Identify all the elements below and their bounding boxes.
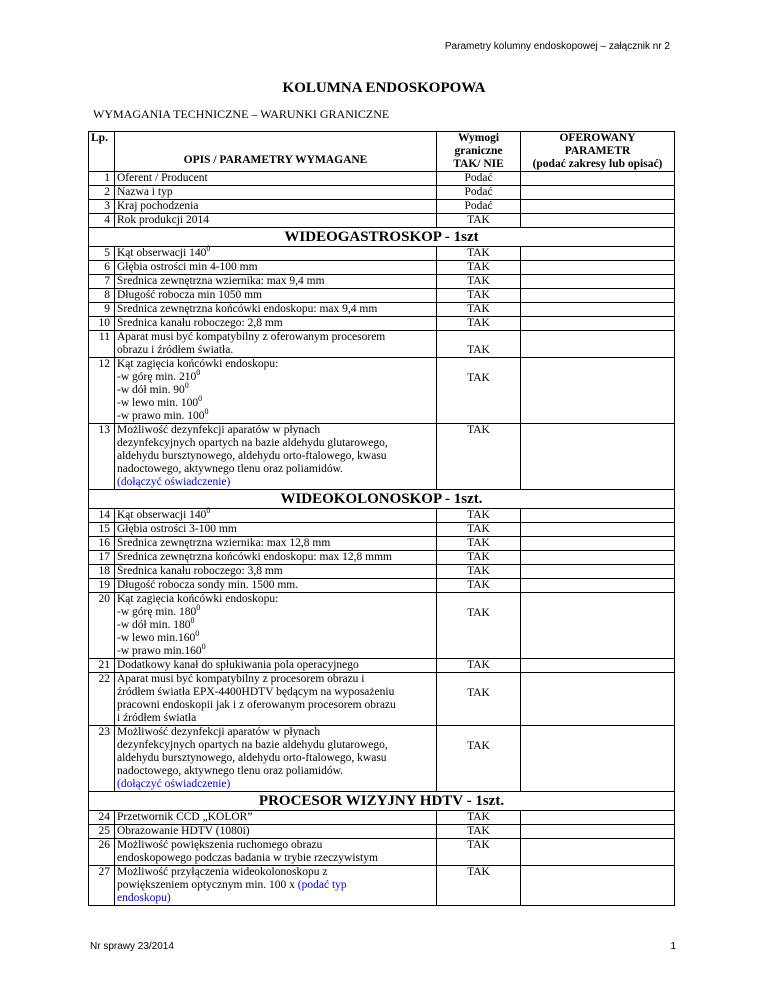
header-opis: OPIS / PARAMETRY WYMAGANE (115, 132, 437, 172)
specify-type-note: (podać typ (297, 879, 347, 891)
table-row (89, 172, 675, 186)
table-row (89, 839, 675, 866)
row-wymogi: TAK (437, 537, 521, 551)
case-number-footer: Nr sprawy 23/2014 (90, 941, 174, 952)
row-wymogi: TAK (437, 839, 521, 866)
header-wymogi-line: graniczne (454, 145, 503, 157)
degree-mark: 0 (201, 642, 206, 652)
row-opis: Kraj pochodzenia (115, 200, 437, 214)
attach-statement-note: (dołączyć oświadczenie) (117, 476, 231, 488)
row-opis: Dodatkowy kanał do spłukiwania pola operacyjnego (115, 659, 437, 673)
degree-mark: 0 (204, 407, 209, 417)
table-row (89, 811, 675, 825)
row-lp: 13 (89, 424, 115, 490)
table-row (89, 551, 675, 565)
row-oferowany-cell[interactable] (521, 593, 675, 659)
section-header-procesor-wizyjny (89, 792, 675, 811)
row-wymogi: TAK (437, 579, 521, 593)
degree-mark: 0 (198, 394, 203, 404)
row-oferowany-cell[interactable] (521, 726, 675, 792)
row-oferowany-cell[interactable] (521, 673, 675, 726)
row-lp: 21 (89, 659, 115, 673)
row-oferowany-cell[interactable] (521, 839, 675, 866)
row-lp: 17 (89, 551, 115, 565)
row-lp: 1 (89, 172, 115, 186)
row-opis-line: Aparat musi być kompatybilny z oferowanym procesorem (117, 331, 386, 343)
row-wymogi: TAK (437, 247, 521, 261)
row-wymogi: TAK (437, 303, 521, 317)
row-oferowany-cell[interactable] (521, 317, 675, 331)
row-opis (115, 673, 437, 726)
row-opis-line: aldehydu bursztynowego, aldehydu orto-ftalowego, kwasu (117, 752, 387, 764)
row-opis (115, 866, 437, 906)
row-wymogi: TAK (437, 593, 521, 659)
row-opis: Długość robocza sondy min. 1500 mm. (115, 579, 437, 593)
table-row (89, 509, 675, 523)
row-oferowany-cell[interactable] (521, 565, 675, 579)
row-opis-line: endoskopowego podczas badania w trybie rzeczywistym (117, 852, 378, 864)
row-opis: Oferent / Producent (115, 172, 437, 186)
degree-mark: 0 (184, 381, 189, 391)
row-opis: Średnica zewnętrzna końcówki endoskopu: max 12,8 mmm (115, 551, 437, 565)
row-wymogi: TAK (437, 424, 521, 490)
header-wymogi (437, 132, 521, 172)
row-wymogi: TAK (437, 331, 521, 358)
row-wymogi: TAK (437, 261, 521, 275)
degree-mark: 0 (196, 603, 201, 613)
row-lp: 23 (89, 726, 115, 792)
row-wymogi: TAK (437, 275, 521, 289)
table-row (89, 186, 675, 200)
row-lp: 6 (89, 261, 115, 275)
angle-text: -w lewo min.160 (117, 632, 196, 644)
table-row (89, 424, 675, 490)
degree-mark: 0 (195, 629, 200, 639)
row-opis (115, 358, 437, 424)
table-row (89, 579, 675, 593)
row-wymogi: Podać (437, 200, 521, 214)
page-header: Parametry kolumny endoskopowej – załącznik nr 2 (444, 41, 670, 52)
document-title: KOLUMNA ENDOSKOPOWA (282, 80, 486, 96)
row-opis-line (117, 629, 434, 645)
row-lp: 7 (89, 275, 115, 289)
header-lp: Lp. (89, 132, 115, 172)
row-oferowany-cell[interactable] (521, 523, 675, 537)
row-opis (115, 593, 437, 659)
section-title: WIDEOKOLONOSKOP - 1szt. (89, 490, 675, 509)
row-opis-line: Możliwość dezynfekcji aparatów w płynach (117, 424, 321, 436)
row-opis: Długość robocza min 1050 mm (115, 289, 437, 303)
angle-text: -w górę min. 180 (117, 606, 197, 618)
row-opis-line: dezynfekcyjnych opartych na bazie aldehydu glutarowego, (117, 437, 388, 449)
row-wymogi: TAK (437, 523, 521, 537)
table-row (89, 825, 675, 839)
row-opis-line: Możliwość powiększenia ruchomego obrazu (117, 839, 323, 851)
row-opis (115, 244, 437, 261)
row-wymogi: TAK (437, 659, 521, 673)
header-oferowany-line: PARAMETR (564, 145, 631, 157)
row-opis-line: aldehydu bursztynowego, aldehydu orto-ftalowego, kwasu (117, 450, 387, 462)
row-opis-text: Kąt obserwacji 140 (117, 247, 207, 259)
row-opis: Obrazowanie HDTV (1080i) (115, 825, 437, 839)
row-lp: 16 (89, 537, 115, 551)
row-opis: Głębia ostrości min 4-100 mm (115, 261, 437, 275)
row-opis (115, 424, 437, 490)
row-oferowany-cell[interactable] (521, 331, 675, 358)
section-header-wideokolonoskop (89, 490, 675, 509)
row-lp: 4 (89, 214, 115, 228)
document-subtitle: WYMAGANIA TECHNICZNE – WARUNKI GRANICZNE (93, 107, 390, 121)
row-oferowany-cell[interactable] (521, 303, 675, 317)
angle-text: -w górę min. 210 (117, 371, 197, 383)
row-oferowany-cell[interactable] (521, 261, 675, 275)
row-opis-line (117, 642, 434, 658)
row-opis-line (117, 616, 434, 632)
row-wymogi: TAK (437, 358, 521, 424)
row-opis: Średnica zewnętrzna wziernika: max 12,8 mm (115, 537, 437, 551)
specify-type-note: endoskopu) (117, 892, 171, 904)
row-opis-line: pracowni endoskopii jak i z oferowanym procesorem obrazu (117, 699, 396, 711)
table-row (89, 565, 675, 579)
angle-text: -w prawo min. 100 (117, 410, 205, 422)
requirements-table (88, 131, 675, 906)
row-oferowany-cell[interactable] (521, 579, 675, 593)
table-row (89, 537, 675, 551)
row-oferowany-cell[interactable] (521, 214, 675, 228)
row-wymogi: TAK (437, 214, 521, 228)
row-oferowany-cell[interactable] (521, 200, 675, 214)
section-header-wideogastroskop (89, 228, 675, 247)
section-title: PROCESOR WIZYJNY HDTV - 1szt. (89, 792, 675, 811)
row-oferowany-cell[interactable] (521, 172, 675, 186)
header-oferowany-line: OFEROWANY (559, 132, 636, 144)
row-opis-line: Aparat musi być kompatybilny z procesorem obrazu i (117, 673, 365, 685)
header-oferowany (521, 132, 675, 172)
row-opis-line: obrazu i źródłem światła. (117, 344, 234, 356)
degree-mark: 0 (190, 616, 195, 626)
row-lp: 10 (89, 317, 115, 331)
row-wymogi: TAK (437, 811, 521, 825)
row-opis-text: powiększeniem optycznym min. 100 x (117, 879, 298, 891)
row-oferowany-cell[interactable] (521, 275, 675, 289)
row-wymogi: TAK (437, 673, 521, 726)
row-lp: 11 (89, 331, 115, 358)
row-opis: Średnica zewnętrzna wziernika: max 9,4 mm (115, 275, 437, 289)
row-opis: Średnica kanału roboczego: 2,8 mm (115, 317, 437, 331)
row-lp: 19 (89, 579, 115, 593)
table-row (89, 866, 675, 906)
angle-text: -w prawo min.160 (117, 645, 202, 657)
row-oferowany-cell[interactable] (521, 289, 675, 303)
row-oferowany-cell[interactable] (521, 551, 675, 565)
row-lp: 27 (89, 866, 115, 906)
table-row (89, 200, 675, 214)
row-wymogi: Podać (437, 172, 521, 186)
row-oferowany-cell[interactable] (521, 186, 675, 200)
row-opis: Głębia ostrości 3-100 mm (115, 523, 437, 537)
row-lp: 22 (89, 673, 115, 726)
degree-mark: 0 (206, 506, 211, 516)
row-lp: 26 (89, 839, 115, 866)
row-opis-text: Kąt obserwacji 140 (117, 509, 207, 521)
row-wymogi: TAK (437, 565, 521, 579)
table-header-row (89, 132, 675, 172)
row-opis (115, 726, 437, 792)
row-wymogi: TAK (437, 317, 521, 331)
table-row (89, 331, 675, 358)
row-opis-line (117, 394, 434, 410)
row-lp: 8 (89, 289, 115, 303)
row-opis (115, 506, 437, 523)
row-wymogi: TAK (437, 551, 521, 565)
table-row (89, 317, 675, 331)
row-opis-line (117, 879, 434, 892)
header-wymogi-line: Wymogi (457, 132, 500, 144)
row-opis (115, 839, 437, 866)
table-row (89, 593, 675, 659)
row-opis-line: dezynfekcyjnych opartych na bazie aldehydu glutarowego, (117, 739, 388, 751)
row-oferowany-cell[interactable] (521, 424, 675, 490)
row-oferowany-cell[interactable] (521, 866, 675, 906)
row-lp: 9 (89, 303, 115, 317)
table-row (89, 289, 675, 303)
row-opis: Nazwa i typ (115, 186, 437, 200)
row-oferowany-cell[interactable] (521, 537, 675, 551)
row-lp: 20 (89, 593, 115, 659)
table-row (89, 275, 675, 289)
row-opis: Średnica kanału roboczego: 3,8 mm (115, 565, 437, 579)
row-lp: 24 (89, 811, 115, 825)
row-lp: 25 (89, 825, 115, 839)
row-oferowany-cell[interactable] (521, 358, 675, 424)
row-lp: 3 (89, 200, 115, 214)
row-opis-line (117, 603, 434, 619)
row-opis: Przetwornik CCD „KOLOR” (115, 811, 437, 825)
row-wymogi: TAK (437, 726, 521, 792)
table-row (89, 673, 675, 726)
row-lp: 14 (89, 509, 115, 523)
row-opis-line: Możliwość przyłączenia wideokolonoskopu z (117, 866, 328, 878)
row-lp: 18 (89, 565, 115, 579)
row-opis-line: źródłem światła EPX-4400HDTV będącym na wyposażeniu (117, 686, 395, 698)
row-opis-line (117, 368, 434, 384)
table-row (89, 726, 675, 792)
header-oferowany-line: (podać zakresy lub opisać) (532, 158, 663, 170)
row-opis (115, 331, 437, 358)
row-opis-line: nadoctowego, aktywnego tlenu oraz poliamidów. (117, 463, 343, 475)
attach-statement-note: (dołączyć oświadczenie) (117, 778, 231, 790)
row-wymogi: TAK (437, 509, 521, 523)
header-wymogi-line: TAK/ NIE (453, 158, 504, 170)
row-oferowany-cell[interactable] (521, 825, 675, 839)
row-wymogi: TAK (437, 866, 521, 906)
table-row (89, 261, 675, 275)
row-opis: Średnica zewnętrzna końcówki endoskopu: max 9,4 mm (115, 303, 437, 317)
row-oferowany-cell[interactable] (521, 509, 675, 523)
row-lp: 15 (89, 523, 115, 537)
row-opis-line: Możliwość dezynfekcji aparatów w płynach (117, 726, 321, 738)
row-wymogi: TAK (437, 289, 521, 303)
row-opis: Rok produkcji 2014 (115, 214, 437, 228)
section-title: WIDEOGASTROSKOP - 1szt (89, 228, 675, 247)
row-opis-line: Kąt zagięcia końcówki endoskopu: (117, 593, 279, 605)
row-wymogi: TAK (437, 825, 521, 839)
table-row (89, 214, 675, 228)
degree-mark: 0 (206, 244, 211, 254)
row-lp: 5 (89, 247, 115, 261)
row-opis-line (117, 407, 434, 423)
page-number: 1 (670, 941, 676, 952)
table-row (89, 659, 675, 673)
row-opis-line (117, 381, 434, 397)
row-opis-line: nadoctowego, aktywnego tlenu oraz poliamidów. (117, 765, 343, 777)
row-opis-line: Kąt zagięcia końcówki endoskopu: (117, 358, 279, 370)
angle-text: -w dół min. 90 (117, 384, 185, 396)
degree-mark: 0 (196, 368, 201, 378)
table-row (89, 303, 675, 317)
row-lp: 12 (89, 358, 115, 424)
table-row (89, 247, 675, 261)
row-oferowany-cell[interactable] (521, 659, 675, 673)
table-row (89, 523, 675, 537)
row-wymogi: Podać (437, 186, 521, 200)
angle-text: -w dół min. 180 (117, 619, 191, 631)
row-oferowany-cell[interactable] (521, 247, 675, 261)
row-lp: 2 (89, 186, 115, 200)
angle-text: -w lewo min. 100 (117, 397, 199, 409)
row-opis-line: i źródłem światła (117, 712, 197, 724)
table-row (89, 358, 675, 424)
row-oferowany-cell[interactable] (521, 811, 675, 825)
